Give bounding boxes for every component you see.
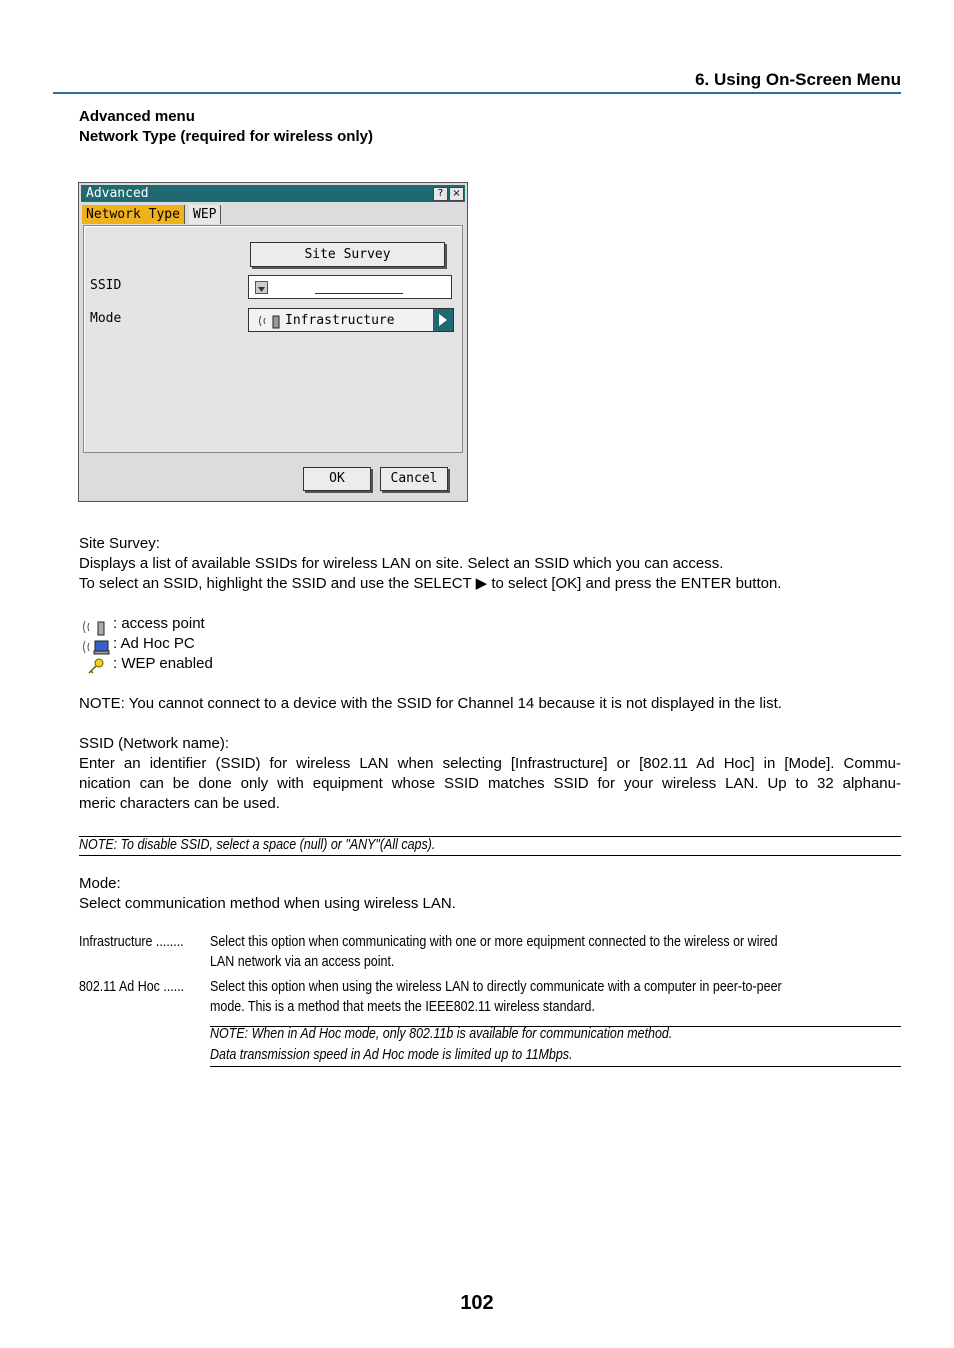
header-rule xyxy=(53,92,901,94)
note-ssid: NOTE: To disable SSID, select a space (null) or "ANY"(All caps). xyxy=(79,837,436,853)
mode-value: Infrastructure xyxy=(285,313,395,328)
cancel-button[interactable]: Cancel xyxy=(380,467,448,491)
site-survey-line1: Displays a list of available SSIDs for wireless LAN on site. Select an SSID which you can access. xyxy=(79,555,724,572)
mode-desc: Select communication method when using wireless LAN. xyxy=(79,895,456,912)
mode-selector[interactable] xyxy=(248,308,454,332)
note-rule-bottom xyxy=(79,855,901,856)
advanced-dialog xyxy=(78,182,468,502)
note-channel: NOTE: You cannot connect to a device with the SSID for Channel 14 because it is not displayed in the list. xyxy=(79,695,782,712)
heading-advanced-menu: Advanced menu xyxy=(79,108,195,125)
ssid-line2: nication can be done only with equipment whose SSID matches SSID for your wireless LAN. Up to 32 alphanu- xyxy=(79,775,901,792)
ssid-title: SSID (Network name): xyxy=(79,735,230,752)
dialog-tabs xyxy=(81,203,465,225)
ssid-line1: Enter an identifier (SSID) for wireless LAN when selecting [Infrastructure] or [802.11 Ad Hoc] in [Mode]. Commu- xyxy=(79,755,901,772)
ok-button[interactable]: OK xyxy=(303,467,371,491)
site-survey-title: Site Survey: xyxy=(79,535,160,552)
adhoc-term: 802.11 Ad Hoc ...... xyxy=(79,979,185,995)
access-point-icon xyxy=(255,313,281,334)
chevron-down-icon[interactable] xyxy=(255,281,268,294)
page-number: 102 xyxy=(460,1292,494,1314)
note-adhoc-rule-bottom xyxy=(210,1066,901,1067)
key-icon xyxy=(86,657,106,680)
dialog-title-bar xyxy=(81,185,465,202)
chevron-right-icon[interactable] xyxy=(433,309,453,331)
ssid-field[interactable] xyxy=(248,275,452,299)
mode-title: Mode: xyxy=(79,875,121,892)
heading-network-type: Network Type (required for wireless only) xyxy=(79,128,373,145)
note-adhoc-line2: Data transmission speed in Ad Hoc mode is limited up to 11Mbps. xyxy=(210,1047,573,1063)
ssid-underline xyxy=(315,293,403,294)
network-type-panel xyxy=(83,225,463,453)
infra-term: Infrastructure ........ xyxy=(79,934,184,950)
mode-label: Mode xyxy=(90,311,122,326)
legend-access-point: : access point xyxy=(113,615,205,632)
ssid-line3: meric characters can be used. xyxy=(79,795,280,812)
adhoc-line2: mode. This is a method that meets the IEEE802.11 wireless standard. xyxy=(210,999,595,1015)
section-header: 6. Using On-Screen Menu xyxy=(695,70,901,89)
help-icon[interactable]: ? xyxy=(433,187,448,201)
tab-wep[interactable]: WEP xyxy=(189,205,221,224)
legend-adhoc: : Ad Hoc PC xyxy=(113,635,195,652)
site-survey-button[interactable]: Site Survey xyxy=(250,242,445,267)
infra-line2: LAN network via an access point. xyxy=(210,954,395,970)
dialog-title: Advanced xyxy=(86,186,149,201)
ssid-label: SSID xyxy=(90,278,122,293)
infra-line1: Select this option when communicating with one or more equipment connected to the wireless or wired xyxy=(210,934,778,950)
site-survey-line2: To select an SSID, highlight the SSID and use the SELECT ▶ to select [OK] and press the ENTER button. xyxy=(79,575,782,592)
adhoc-line1: Select this option when using the wireless LAN to directly communicate with a computer in peer-to-peer xyxy=(210,979,782,995)
note-adhoc-line1: NOTE: When in Ad Hoc mode, only 802.11b is available for communication method. xyxy=(210,1026,673,1042)
tab-network-type[interactable]: Network Type xyxy=(82,205,185,224)
legend-wep: : WEP enabled xyxy=(113,655,213,672)
close-icon[interactable]: × xyxy=(449,187,464,201)
